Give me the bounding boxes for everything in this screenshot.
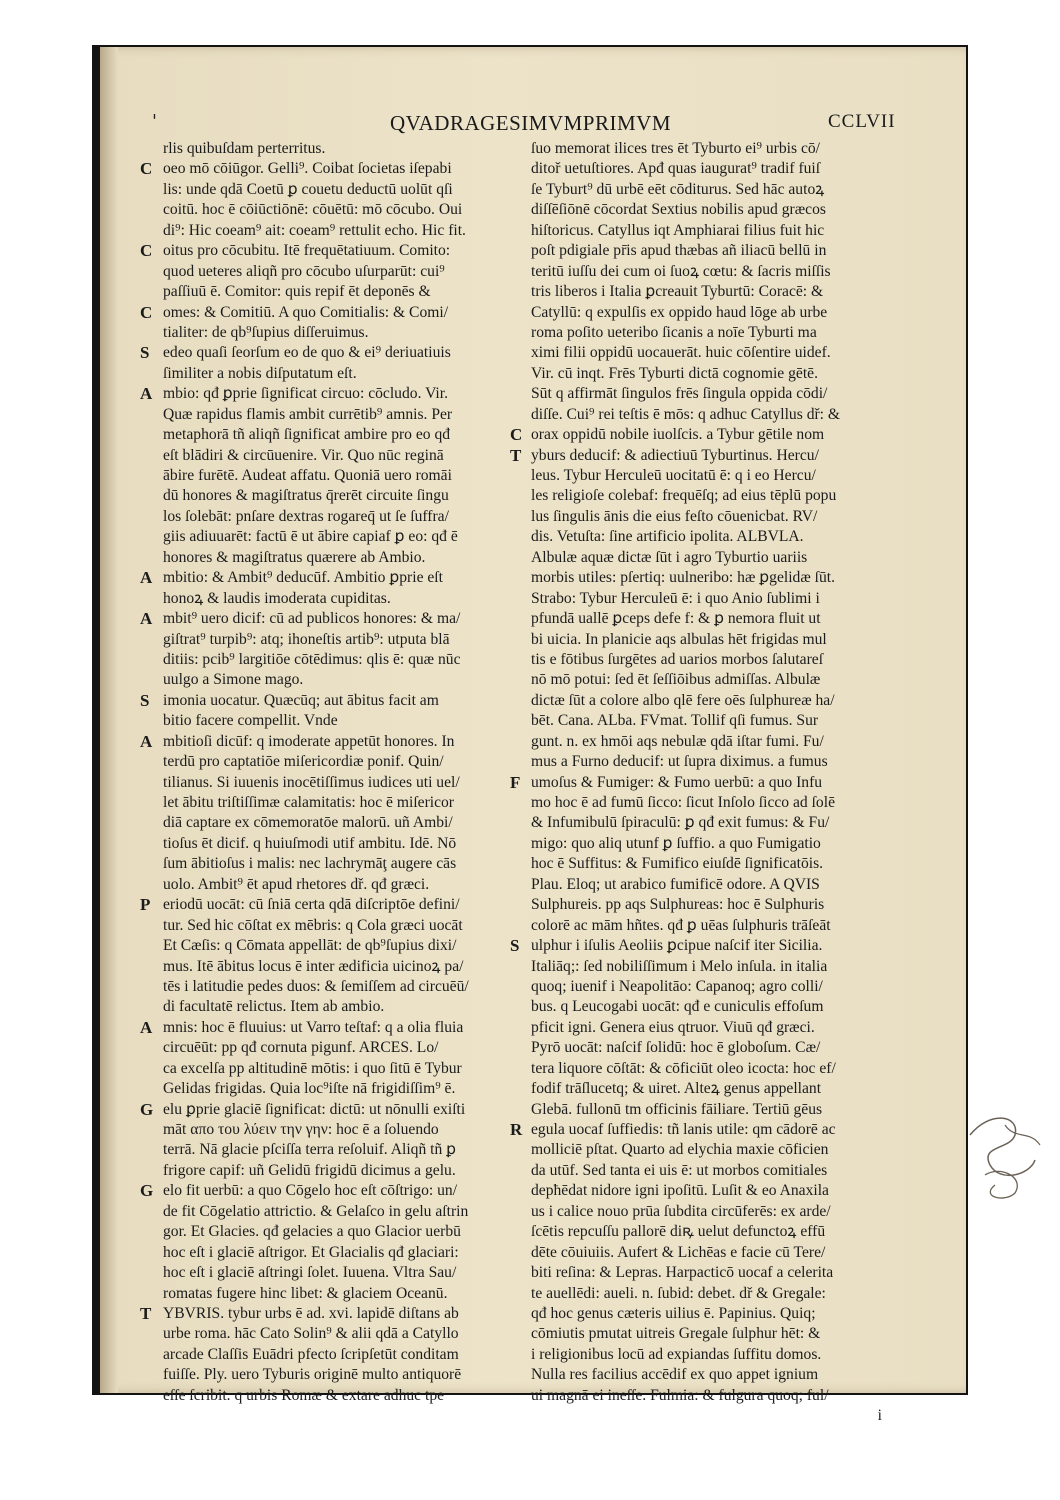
text-line — [510, 384, 882, 404]
line-text: roma poſito ueteribo ſicanis a noīe Tyburti ma — [531, 323, 817, 341]
line-text: lis: unde qdā Coetū ꝑ couetu deductū uolūt qſi — [163, 180, 453, 198]
line-text: depħēdat nidore igni ipoſitū. Luſit & eo Anaxila — [531, 1182, 829, 1200]
text-line — [510, 1386, 882, 1406]
line-text: ulphur i iſulis Aeoliis ꝑcipue naſcif iter Sicilia. — [531, 937, 823, 955]
right-text-column — [510, 139, 882, 1427]
line-text: diſſēſiōnē cōcordat Sextius nobilis apud græcos — [531, 201, 826, 219]
text-line — [140, 1079, 492, 1099]
line-text: Quæ rapidus flamis ambit currētib⁹ amnis. Per — [163, 405, 453, 423]
text-line — [140, 159, 492, 179]
line-text: mus a Furno deducif: ut ſupra diximus. a fumus — [531, 753, 828, 771]
text-line — [140, 425, 492, 445]
marginal-scribble-icon — [960, 1105, 1050, 1205]
text-line — [510, 1038, 882, 1058]
text-line — [510, 834, 882, 854]
line-text: Et Cæſis: q Cōmata appellāt: de qb⁹ſupius dixi/ — [163, 937, 457, 955]
text-line — [510, 630, 882, 650]
line-text: uolo. Ambit⁹ ēt apud rhetores dř. qđ græci. — [163, 875, 430, 893]
text-line — [140, 568, 492, 588]
text-line — [140, 303, 492, 323]
line-text: mbit⁹ uero dicif: cū ad publicos honores: & ma/ — [163, 610, 461, 628]
initial-letter: S — [140, 343, 150, 363]
text-line — [510, 262, 882, 282]
text-line — [510, 895, 882, 915]
text-line — [510, 1202, 882, 1222]
line-text: arcade Claſſis Euādri pfecto ſcripſetūt conditam — [163, 1345, 459, 1363]
text-line — [140, 977, 492, 997]
line-text: mnis: hoc ē fluuius: ut Varro teſtaf: q a olia fluia — [163, 1018, 464, 1036]
line-text: coitū. hoc ē cōiūctiōnē: cōuētū: mō cōcubo. Oui — [163, 201, 463, 219]
catchword: i — [877, 1407, 882, 1425]
text-line — [140, 1345, 492, 1365]
line-text: yburs deducif: & adiectiuū Tyburtinus. Hercu/ — [531, 446, 819, 464]
text-line — [510, 1120, 882, 1140]
text-line — [510, 650, 882, 670]
running-header — [100, 111, 966, 135]
text-line — [140, 323, 492, 343]
text-line — [140, 1140, 492, 1160]
line-text: de fit Cōgelatio attrictio. & Gelaſco in gelu aſtrin — [163, 1202, 469, 1220]
text-line — [510, 548, 882, 568]
text-line — [510, 568, 882, 588]
line-text: ābire furētē. Audeat affatu. Quoniā uero romāi — [163, 467, 452, 484]
line-text: tris liberos i Italia ꝑcreauit Tyburtū: Coracē: & — [531, 283, 824, 301]
line-text: hiſtoricus. Catyllus iqt Amphiarai filius fuit hic — [531, 221, 825, 239]
line-text: gor. Et Glacies. qđ gelacies a quo Glacior uerbū — [163, 1223, 461, 1241]
text-line — [510, 1079, 882, 1099]
line-text: hoc eſt i glaciē aſtrigor. Et Glacialis qđ glaciari: — [163, 1243, 459, 1261]
text-line — [510, 1059, 882, 1079]
text-line — [140, 405, 492, 425]
line-text: imonia uocatur. Quæcūq; aut ābitus facit am — [163, 691, 439, 709]
line-text: colorē ac mām hñtes. qđ ꝑ uēas ſulphuris trāſeāt — [531, 916, 831, 934]
line-text: circuēūt: pp qđ cornuta pigunf. ARCES. Lo/ — [163, 1039, 439, 1057]
line-text: tis e fōtibus ſurgētes ad uarios morbos ſalutareſ — [531, 650, 824, 668]
text-line — [140, 1365, 492, 1385]
text-line — [140, 1038, 492, 1058]
text-line — [510, 425, 882, 445]
line-text: paſſiuū ē. Comitor: quis repif ēt deponēs & — [163, 283, 431, 301]
header-mark: ' — [152, 111, 157, 132]
text-line — [140, 1263, 492, 1283]
text-line — [140, 139, 492, 159]
text-line — [510, 241, 882, 261]
text-line — [140, 630, 492, 650]
initial-letter: R — [510, 1120, 523, 1139]
book-page — [100, 47, 966, 1425]
text-line — [140, 1304, 492, 1324]
text-line — [510, 1100, 882, 1120]
text-line — [510, 507, 882, 527]
text-line — [510, 1181, 882, 1201]
text-line — [140, 1181, 492, 1201]
line-text: tilianus. Si iuuenis inocētiſſimus iudices uti uel/ — [163, 773, 460, 791]
text-line — [140, 916, 492, 936]
line-text: dū honores & magiſtratus q̄rerēt circuite ſingu — [163, 487, 449, 505]
text-line — [510, 1222, 882, 1242]
text-line — [140, 854, 492, 874]
line-text: frigore capif: uñ Gelidū frigidū dicimus a gelu. — [163, 1161, 456, 1179]
line-text: eſſe ſcribit. q urbis Romæ & extare adhuc tpe — [163, 1386, 445, 1404]
text-line — [510, 180, 882, 200]
line-text: teritū iuſſu dei cum oi ſuoꝝ cœtu: & ſacris miſſis — [531, 262, 831, 280]
line-text: qđ hoc genus cæteris uilius ē. Papinius. Quiq; — [531, 1304, 816, 1322]
initial-letter: G — [140, 1181, 154, 1201]
text-line — [140, 589, 492, 609]
text-line — [510, 527, 882, 547]
line-text: Plau. Eloq; ut arabico fumificē odore. A QVIS — [531, 875, 820, 893]
line-text: Strabo: Tybur Herculeū ē: i quo Anio ſublimi i — [531, 589, 820, 607]
line-text: māt απο του λύειν την γην: hoc ē a ſoluendo — [163, 1121, 439, 1138]
text-line — [510, 221, 882, 241]
line-text: mbio: qđ ꝑprie ſignificat circuo: cōcludo. Vir. — [163, 385, 448, 403]
line-text: ui magnā ei ineſſe. Fulmia: & fulgura quoq; ful/ — [531, 1386, 829, 1404]
text-line — [510, 282, 882, 302]
left-text-column — [140, 139, 492, 1406]
text-line — [140, 875, 492, 895]
line-text: cōmiutis pmutat uitreis Gregale ſulphur hēt: & — [531, 1325, 821, 1343]
text-line — [510, 364, 882, 384]
text-line — [140, 1222, 492, 1242]
line-text: molliciē pſtat. Quarto ad elychia maxie cōficien — [531, 1141, 829, 1159]
line-text: dis. Vetuſta: ſine artificio ipolita. ALBVLA. — [531, 528, 804, 546]
line-text: di⁹: Hic coeam⁹ ait: coeam⁹ rettulit echo. Hic fit. — [163, 221, 466, 239]
line-text: Glebā. fullonū tm officinis fāiliare. Tertiū gēus — [531, 1100, 823, 1118]
line-text: hoc eſt i glaciē aſtringi ſolet. Iuuena. Vltra Sau/ — [163, 1264, 457, 1282]
text-line — [510, 793, 882, 813]
text-line — [510, 691, 882, 711]
line-text: bi uicia. In planicie aqs albulas hēt frigidas mul — [531, 630, 827, 648]
text-line — [140, 813, 492, 833]
line-text: tioſus ēt dicif. q huiuſmodi utif ambitu. Idē. Nō — [163, 834, 457, 852]
text-line — [510, 752, 882, 772]
text-line — [510, 343, 882, 363]
text-line — [140, 343, 492, 363]
line-text: ſe Tyburt⁹ dū urbē eēt cōditurus. Sed hāc autoꝝ — [531, 180, 825, 198]
text-line — [510, 773, 882, 793]
text-line — [140, 1243, 492, 1263]
text-line — [140, 1284, 492, 1304]
text-line — [140, 221, 492, 241]
line-text: dictæ ſūt a colore albo qlē fere oēs ſulphureæ ha/ — [531, 691, 835, 709]
initial-letter: S — [140, 690, 150, 710]
line-text: ximi filii oppidū uocauerāt. huic cōſentire uidef. — [531, 344, 831, 362]
text-line — [510, 589, 882, 609]
initial-letter: C — [140, 241, 153, 261]
text-line — [510, 139, 882, 159]
line-text: quoq; iuenif i Neapolitāo: Capanoq; agro colli/ — [531, 977, 823, 995]
line-text: honoꝝ & laudis imoderata cupiditas. — [163, 589, 391, 607]
text-line — [510, 854, 882, 874]
text-line — [140, 793, 492, 813]
text-line — [510, 936, 882, 956]
text-line — [510, 1365, 882, 1385]
line-text: dēte cōuiuiis. Aufert & Lichēas e facie cū Tere/ — [531, 1243, 826, 1261]
text-line — [510, 303, 882, 323]
line-text: migo: quo aliq utunf ꝑ ſuffio. a quo Fumigatio — [531, 834, 821, 852]
text-line — [140, 1202, 492, 1222]
text-line — [140, 1120, 492, 1140]
text-line — [140, 1386, 492, 1406]
line-text: poſt pdigiale pr̄is apud thæbas añ iliacū bellū in — [531, 242, 827, 260]
line-text: metaphorā tñ aliqñ ſignificat ambire pro eo qđ — [163, 426, 451, 444]
text-line — [140, 1018, 492, 1038]
line-text: tera liquore cōſtāt: & cōficiūt oleo icocta: hoc ef/ — [531, 1059, 836, 1077]
line-text: les religioſe colebaf: frequēſq; ad eius tēplū popu — [531, 487, 837, 505]
line-text: fuiſſe. Ply. uero Tyburis originē multo antiquorē — [163, 1366, 462, 1384]
initial-letter: P — [140, 895, 151, 915]
text-line — [140, 834, 492, 854]
text-line — [510, 446, 882, 466]
text-line — [140, 200, 492, 220]
text-line — [140, 650, 492, 670]
text-line — [510, 997, 882, 1017]
line-text: mbitio: & Ambit⁹ deducūf. Ambitio ꝑprie eſt — [163, 569, 443, 587]
line-text: eſt blādiri & circūuenire. Vir. Quo nūc reginā — [163, 446, 444, 464]
line-text: pfundā uallē ꝑceps defe f: & ꝑ nemora fluit ut — [531, 610, 821, 628]
text-line — [510, 1345, 882, 1365]
text-line — [510, 1018, 882, 1038]
line-text: honores & magiſtratus quærere ab Ambio. — [163, 548, 426, 566]
header-title: QVADRAGESIMVMPRIMVM — [390, 111, 671, 135]
line-text: Italiāq;: ſed nobiliſſimum i Melo inſula. in italia — [531, 957, 828, 975]
initial-letter: S — [510, 936, 520, 956]
line-text: egula uocaf ſuffiedis: tñ lanis utile: qm cādorē ac — [531, 1121, 836, 1138]
line-text: edeo quaſi ſeorſum eo de quo & ei⁹ deriuatiuis — [163, 344, 451, 362]
text-line — [510, 1243, 882, 1263]
initial-letter: C — [140, 159, 153, 179]
line-text: i religionibus locū ad expiandas ſuffitu domos. — [531, 1345, 822, 1363]
line-text: Gelidas frigidas. Quia loc⁹iſte nā frigidiſſim⁹ ē. — [163, 1080, 456, 1098]
text-line — [140, 997, 492, 1017]
text-line — [140, 1100, 492, 1120]
text-line — [140, 262, 492, 282]
page-gutter — [100, 47, 118, 1393]
text-line — [510, 466, 882, 486]
text-line — [510, 711, 882, 731]
initial-letter: C — [510, 425, 523, 445]
text-line — [140, 1324, 492, 1344]
line-text: giis adiuuarēt: factū ē ut ābire capiaf ꝑ eo: qđ ē — [163, 528, 458, 546]
folio-number: CCLVII — [828, 111, 896, 132]
line-text: terrā. Nā glacie pſciſſa terra reſoluif. Aliqñ tñ ꝑ — [163, 1141, 457, 1159]
line-text: lus ſingulis ānis die eius feſto cōuenicbat. RV/ — [531, 507, 818, 525]
text-line — [140, 1059, 492, 1079]
line-text: Catyllū: q expulſis ex oppido haud lōge ab urbe — [531, 303, 828, 321]
initial-letter: A — [140, 1017, 153, 1037]
line-text: ſuo memorat ilices tres ēt Tyburto ei⁹ urbis cō/ — [531, 140, 821, 157]
line-text: leus. Tybur Herculeū uocitatū ē: q i eo Hercu/ — [531, 467, 816, 484]
line-text: quod ueteres aliqñ pro cōcubo uſurparūt: cui⁹ — [163, 262, 445, 280]
line-text: bus. q Leucogabi uocāt: qđ e cuniculis effoſum — [531, 998, 824, 1016]
line-text: Sulphureis. pp aqs Sulphureas: hoc ē Sulphuris — [531, 896, 825, 914]
line-text: oitus pro cōcubitu. Itē frequētatiuum. Comito: — [163, 242, 451, 260]
line-text: Sūt q affirmāt ſingulos frēs ſingula oppida cōdi/ — [531, 385, 828, 403]
text-line — [140, 180, 492, 200]
text-line — [510, 1284, 882, 1304]
text-line — [140, 384, 492, 404]
text-line — [510, 405, 882, 425]
line-text: orax oppidū nobile iuolſcis. a Tybur gētile nom — [531, 426, 825, 444]
text-line — [140, 527, 492, 547]
text-line — [140, 241, 492, 261]
line-text: ſcētis repcuſſu pallorē diꝶ uelut defunctoꝝ effū — [531, 1223, 826, 1241]
line-text: tur. Sed hic cōſtat ex mēbris: q Cola græci uocāt — [163, 916, 463, 934]
line-text: urbe roma. hāc Cato Solin⁹ & alii qdā a Catyllo — [163, 1325, 459, 1343]
line-text: YBVRIS. tybur urbs ē ad. xvi. lapidē diſtans ab — [163, 1304, 459, 1322]
text-line — [510, 1304, 882, 1324]
line-text: tēs i latitudie pedes duos: & ſemiſſem ad circuēū/ — [163, 977, 469, 995]
text-line — [510, 916, 882, 936]
text-line — [510, 670, 882, 690]
line-text: bēt. Cana. ALba. FVmat. Tollif qſi fumus. Sur — [531, 712, 819, 730]
line-text: ſimiliter a nobis diſputatum eſt. — [163, 364, 357, 382]
initial-letter: A — [140, 568, 153, 588]
line-text: Vir. cū inqt. Frēs Tyburti dictā cognomie gētē. — [531, 364, 818, 382]
line-text: ca excelſa pp altitudinē mōtis: i quo ſitū ē Tybur — [163, 1059, 462, 1077]
line-text: ditiis: pcib⁹ largitiōe cōtēdimus: qlis ē: quæ nūc — [163, 650, 461, 668]
initial-letter: G — [140, 1099, 154, 1119]
initial-letter: C — [140, 302, 153, 322]
line-text: ſum ābitioſus i malis: nec lachrymāţ augere cās — [163, 855, 457, 873]
line-text: & Infumibulū ſpiraculū: ꝑ qđ exit fumus: & Fu/ — [531, 814, 830, 832]
initial-letter: A — [140, 384, 153, 404]
initial-letter: A — [140, 731, 153, 751]
line-text: omes: & Comitiū. A quo Comitialis: & Comi/ — [163, 303, 449, 321]
text-line — [140, 609, 492, 629]
line-text: hoc ē Suffitus: & Fumifico eiuſdē ſignificatōis. — [531, 855, 824, 873]
text-line — [510, 1161, 882, 1181]
line-text: mus. Itē ābitus locus ē inter ædificia uicinoꝝ pa/ — [163, 957, 464, 975]
line-text: diā captare ex cōmemoratōe malorū. uñ Ambi/ — [163, 814, 453, 832]
line-text: let ābitu triſtiſſimæ calamitatis: hoc ē miſericor — [163, 794, 455, 811]
initial-letter: F — [510, 772, 521, 792]
line-text: te auellēdi: aueli. n. ſubid: debet. dř & Gregale: — [531, 1284, 826, 1302]
initial-letter: T — [510, 445, 522, 465]
text-line — [510, 1140, 882, 1160]
initial-letter: T — [140, 1303, 152, 1323]
line-text: rlis quibuſdam perterritus. — [163, 140, 326, 157]
line-text: giſtrat⁹ turpib⁹: atq; ihoneſtis artib⁹: utputa blā — [163, 630, 450, 648]
line-text: da utūf. Sed tanta ei uis ē: ut morbos comitiales — [531, 1161, 828, 1179]
line-text: pficit igni. Genera eius qtruor. Viuū qđ græci. — [531, 1018, 815, 1036]
line-text: bitio facere compellit. Vnde — [163, 712, 338, 730]
text-line — [510, 977, 882, 997]
text-line — [140, 711, 492, 731]
line-text: di facultatē relictus. Item ab ambio. — [163, 998, 385, 1016]
line-text: Pyrō uocāt: naſcif ſolidū: hoc ē globoſum. Cæ/ — [531, 1039, 821, 1057]
text-line — [510, 957, 882, 977]
text-line — [140, 773, 492, 793]
line-text: biti reſina: & Lepras. Harpacticō uocaf a celerita — [531, 1264, 834, 1282]
text-line — [140, 691, 492, 711]
line-text: gunt. n. ex hmōi aqs nebulæ qdā iſtar fumi. Fu/ — [531, 732, 824, 750]
line-text: ditoř uetuſtiores. Apđ quas iaugurat⁹ tradif fuiſ — [531, 160, 821, 178]
line-text: diſſe. Cui⁹ rei teſtis ē mōs: q adhuc Catyllus dř: & — [531, 405, 841, 423]
text-line — [140, 670, 492, 690]
text-line — [140, 752, 492, 772]
line-text: mo hoc ē ad fumū ſicco: ſicut Inſolo ſicco ad ſolē — [531, 794, 835, 811]
line-text: Nulla res facilius accēdif ex quo appet ignium — [531, 1366, 819, 1384]
text-line — [140, 936, 492, 956]
text-line — [140, 486, 492, 506]
text-line — [510, 875, 882, 895]
text-line — [140, 548, 492, 568]
text-line — [140, 895, 492, 915]
initial-letter: A — [140, 609, 153, 629]
text-line — [140, 282, 492, 302]
line-text: mbitioſi dicūf: q imoderate appetūt honores. In — [163, 732, 455, 750]
line-text: Albulæ aquæ dictæ ſūt i agro Tyburtio uariis — [531, 548, 808, 566]
text-line — [510, 1324, 882, 1344]
text-line — [140, 732, 492, 752]
text-line — [510, 486, 882, 506]
line-text: nō mō potui: ſed ēt ſeſſiōibus admiſſas. Albulæ — [531, 671, 821, 689]
line-text: terdū pro captatiōe miſericordiæ ponif. Quin/ — [163, 753, 444, 771]
line-text: elo fit uerbū: a quo Cōgelo hoc eſt cōſtrigo: un/ — [163, 1182, 458, 1200]
text-line — [510, 159, 882, 179]
line-text: uulgo a Simone mago. — [163, 671, 304, 689]
text-line — [140, 957, 492, 977]
line-text: los ſolebāt: pnſare dextras rogareq̄ ut ſe ſuffra/ — [163, 507, 449, 525]
line-text: elu ꝑprie glaciē ſignificat: dictū: ut nōnulli exiſti — [163, 1100, 466, 1118]
line-text: umoſus & Fumiger: & Fumo uerbū: a quo Infu — [531, 773, 823, 791]
line-text: fodif trāſlucetq; & uiret. Alteꝝ genus appellant — [531, 1080, 822, 1098]
text-line — [140, 507, 492, 527]
text-line — [510, 1263, 882, 1283]
line-text: us i calice nouo prūa ſubdita circūferēs: ex arde/ — [531, 1202, 831, 1220]
line-text: oeo mō cōiūgor. Gelli⁹. Coibat ſocietas iſepabi — [163, 160, 452, 178]
text-line — [140, 1161, 492, 1181]
text-line — [510, 813, 882, 833]
text-line — [140, 446, 492, 466]
text-line — [510, 323, 882, 343]
text-line — [510, 609, 882, 629]
text-line — [510, 200, 882, 220]
line-text: morbis utiles: pſertiq: uulneribo: hæ ꝑgelidæ ſūt. — [531, 569, 835, 587]
text-line — [140, 466, 492, 486]
text-line — [510, 732, 882, 752]
text-line — [140, 364, 492, 384]
line-text: eriodū uocāt: cū ſniā certa qdā diſcriptōe defini/ — [163, 896, 460, 914]
line-text: tialiter: de qb⁹ſupius diſſeruimus. — [163, 323, 369, 341]
line-text: romatas fugere hinc libet: & glaciem Oceanū. — [163, 1284, 448, 1302]
